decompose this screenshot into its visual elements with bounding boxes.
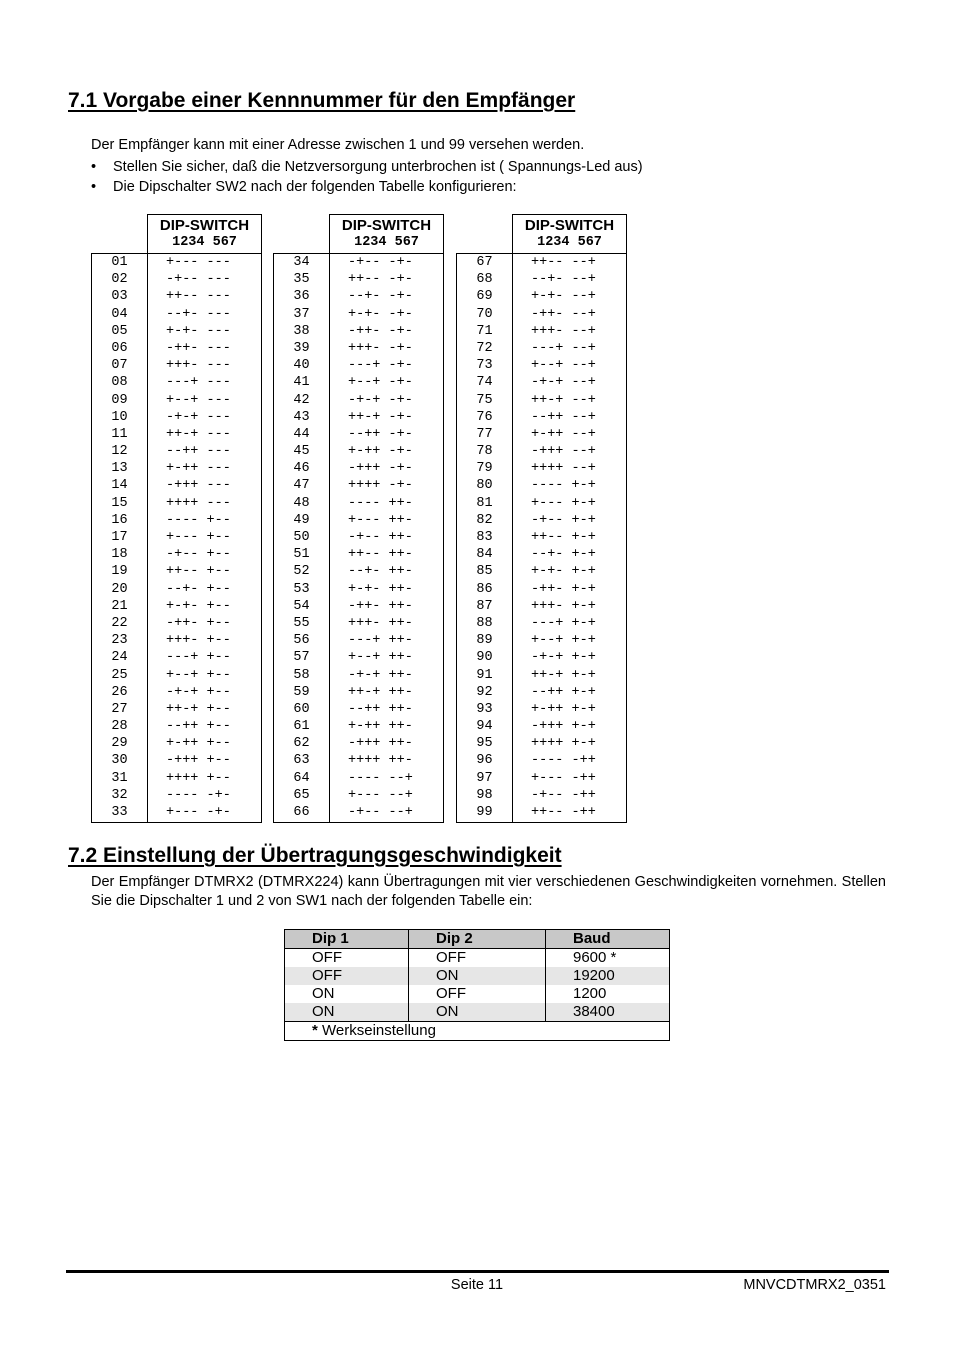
switch-setting-cell: ---- --+ — [348, 770, 413, 786]
table-cell: ON — [285, 985, 409, 1003]
address-cell: 98 — [476, 787, 493, 803]
switch-setting-cell: -+-- -+- — [348, 255, 413, 270]
switch-setting-cell: -+++ +-- — [166, 753, 231, 769]
address-column — [91, 253, 147, 823]
switch-setting-cell: ---+ --+ — [531, 340, 596, 356]
table-cell: 38400 — [546, 1003, 670, 1022]
address-cell: 72 — [476, 340, 493, 356]
switch-setting-cell: +--+ -+- — [348, 375, 413, 391]
switch-setting-cell: ---- -++ — [531, 753, 596, 769]
address-cell: 02 — [111, 272, 128, 288]
address-cell: 21 — [111, 598, 128, 614]
switch-setting-cell: ++-- ++- — [348, 547, 413, 563]
address-cell: 96 — [476, 753, 493, 769]
switch-setting-cell: +--- ++- — [348, 512, 413, 528]
switch-setting-cell: +-+- -+- — [348, 306, 413, 322]
switch-setting-cell: -+++ --- — [166, 478, 231, 494]
switch-setting-cell: ++-- +-- — [166, 564, 231, 580]
baud-description: Der Empfänger DTMRX2 (DTMRX224) kann Übertragungen mit vier verschiedenen Geschwindigkeiten vornehmen. Stellen Sie die Dipschalter 1 und 2 von SW1 nach der folgenden Tabelle ein: — [91, 874, 886, 909]
switch-setting-cell: -+-- --- — [166, 272, 231, 288]
switch-setting-cell: -+-- ++- — [348, 530, 413, 545]
switch-setting-cell: ---+ ++- — [348, 633, 413, 649]
switch-setting-cell: +++- --- — [166, 358, 231, 374]
switch-setting-cell: +-++ -+- — [348, 444, 413, 460]
address-cell: 16 — [111, 512, 128, 528]
table-row — [285, 1003, 670, 1022]
switch-setting-cell: ++-- -+- — [348, 272, 413, 288]
switch-setting-cell: +--+ ++- — [348, 650, 413, 666]
switch-setting-cell: +-++ +-- — [166, 736, 231, 752]
table-cell: OFF — [285, 967, 409, 985]
address-cell: 73 — [476, 358, 493, 374]
switch-setting-cell: -+++ +-+ — [531, 719, 596, 735]
address-cell: 67 — [476, 255, 493, 270]
table-cell: ON — [409, 1003, 546, 1022]
switch-setting-cell: ++-- --+ — [531, 255, 596, 270]
document-id: MNVCDTMRX2_0351 — [743, 1277, 886, 1293]
address-cell: 79 — [476, 461, 493, 477]
address-cell: 41 — [293, 375, 310, 391]
table-row — [285, 949, 670, 968]
address-cell: 44 — [293, 426, 310, 442]
switch-setting-cell: ---+ +-+ — [531, 615, 596, 631]
switch-setting-cell: +-++ ++- — [348, 719, 413, 735]
address-cell: 52 — [293, 564, 310, 580]
section-heading-7-2: 7.2 Einstellung der Übertragungsgeschwindigkeit — [68, 844, 562, 867]
table-cell: ON — [285, 1003, 409, 1022]
address-cell: 92 — [476, 684, 493, 700]
bullet-list — [91, 157, 643, 197]
switch-setting-cell: ++-+ +-+ — [531, 667, 596, 683]
switch-setting-cell: ---- +-- — [166, 512, 231, 528]
switch-setting-cell: -+++ ++- — [348, 736, 413, 752]
address-cell: 49 — [293, 512, 310, 528]
switch-setting-cell: --+- +-+ — [531, 547, 596, 563]
address-column — [456, 253, 512, 823]
switch-setting-column — [512, 253, 627, 823]
switch-setting-cell: ---- -+- — [166, 787, 231, 803]
switch-setting-cell: +--- --+ — [348, 787, 413, 803]
table-cell: OFF — [409, 985, 546, 1003]
address-cell: 78 — [476, 444, 493, 460]
footnote-text: Werkseinstellung — [317, 1022, 436, 1039]
address-cell: 74 — [476, 375, 493, 391]
address-cell: 46 — [293, 461, 310, 477]
switch-setting-cell: ---- +-+ — [531, 478, 596, 494]
dip-table-header — [512, 214, 627, 253]
address-cell: 10 — [111, 409, 128, 425]
switch-setting-cell: ++-+ -+- — [348, 409, 413, 425]
address-cell: 32 — [111, 787, 128, 803]
switch-setting-cell: +-+- +-- — [166, 598, 231, 614]
dip-header-title: DIP-SWITCH — [524, 217, 615, 234]
address-cell: 40 — [293, 358, 310, 374]
switch-setting-cell: --+- ++- — [348, 564, 413, 580]
address-cell: 13 — [111, 461, 128, 477]
address-cell: 47 — [293, 478, 310, 494]
address-cell: 20 — [111, 581, 128, 597]
address-cell: 57 — [293, 650, 310, 666]
table-cell: OFF — [285, 949, 409, 968]
switch-setting-cell: -+-- --+ — [348, 805, 413, 820]
dip-header-switch-numbers: 1234 567 — [354, 235, 419, 250]
address-cell: 85 — [476, 564, 493, 580]
intro-text: Der Empfänger kann mit einer Adresse zwischen 1 und 99 versehen werden. — [91, 137, 585, 153]
address-cell: 76 — [476, 409, 493, 425]
address-cell: 58 — [293, 667, 310, 683]
switch-setting-cell: -+-- +-- — [166, 547, 231, 563]
switch-setting-cell: ---+ --- — [166, 375, 231, 391]
address-cell: 94 — [476, 719, 493, 735]
switch-setting-cell: ++-+ ++- — [348, 684, 413, 700]
column-header: Dip 1 — [285, 930, 409, 949]
switch-setting-cell: -++- --- — [166, 340, 231, 356]
address-cell: 22 — [111, 615, 128, 631]
address-cell: 34 — [293, 255, 310, 270]
switch-setting-cell: ++-- -++ — [531, 805, 596, 820]
address-cell: 59 — [293, 684, 310, 700]
switch-setting-cell: --++ -+- — [348, 426, 413, 442]
address-cell: 60 — [293, 701, 310, 717]
switch-setting-cell: --+- --- — [166, 306, 231, 322]
switch-setting-cell: --++ --+ — [531, 409, 596, 425]
address-cell: 93 — [476, 701, 493, 717]
address-cell: 14 — [111, 478, 128, 494]
address-cell: 25 — [111, 667, 128, 683]
address-cell: 95 — [476, 736, 493, 752]
address-cell: 97 — [476, 770, 493, 786]
address-cell: 42 — [293, 392, 310, 408]
address-cell: 26 — [111, 684, 128, 700]
address-cell: 83 — [476, 530, 493, 545]
address-cell: 07 — [111, 358, 128, 374]
switch-setting-cell: --++ +-+ — [531, 684, 596, 700]
address-cell: 03 — [111, 289, 128, 305]
switch-setting-cell: --+- -+- — [348, 289, 413, 305]
page-number: Seite 11 — [450, 1277, 504, 1293]
switch-setting-cell: ---+ +-- — [166, 650, 231, 666]
switch-setting-cell: --++ +-- — [166, 719, 231, 735]
address-cell: 75 — [476, 392, 493, 408]
address-cell: 87 — [476, 598, 493, 614]
footer-rule — [66, 1270, 889, 1273]
address-cell: 31 — [111, 770, 128, 786]
switch-setting-cell: +--- +-- — [166, 530, 231, 545]
switch-setting-cell: --++ --- — [166, 444, 231, 460]
address-cell: 90 — [476, 650, 493, 666]
switch-setting-cell: ++++ ++- — [348, 753, 413, 769]
switch-setting-cell: +-+- +-+ — [531, 564, 596, 580]
section-heading-7-1: 7.1 Vorgabe einer Kennnummer für den Empfänger — [68, 89, 576, 112]
dip-header-switch-numbers: 1234 567 — [172, 235, 237, 250]
switch-setting-cell: +++- +-- — [166, 633, 231, 649]
switch-setting-cell: -+-+ -+- — [348, 392, 413, 408]
address-cell: 35 — [293, 272, 310, 288]
switch-setting-cell: ++++ +-+ — [531, 736, 596, 752]
address-cell: 63 — [293, 753, 310, 769]
address-cell: 19 — [111, 564, 128, 580]
switch-setting-cell: -+++ -+- — [348, 461, 413, 477]
address-cell: 45 — [293, 444, 310, 460]
address-cell: 53 — [293, 581, 310, 597]
dip-header-title: DIP-SWITCH — [341, 217, 432, 234]
switch-setting-cell: -+-- +-+ — [531, 512, 596, 528]
switch-setting-cell: -+-+ --- — [166, 409, 231, 425]
switch-setting-cell: +++- ++- — [348, 615, 413, 631]
switch-setting-cell: -+++ --+ — [531, 444, 596, 460]
switch-setting-cell: ---- ++- — [348, 495, 413, 511]
address-cell: 84 — [476, 547, 493, 563]
address-cell: 08 — [111, 375, 128, 391]
switch-setting-cell: +--+ --+ — [531, 358, 596, 374]
switch-setting-cell: -+-+ +-+ — [531, 650, 596, 666]
address-cell: 01 — [111, 255, 128, 270]
switch-setting-cell: +-++ --- — [166, 461, 231, 477]
switch-setting-cell: -++- +-- — [166, 615, 231, 631]
address-cell: 27 — [111, 701, 128, 717]
switch-setting-cell: -+-- -++ — [531, 787, 596, 803]
address-cell: 43 — [293, 409, 310, 425]
switch-setting-cell: ++-- --- — [166, 289, 231, 305]
address-cell: 38 — [293, 323, 310, 339]
switch-setting-cell: -++- +-+ — [531, 581, 596, 597]
switch-setting-column — [329, 253, 444, 823]
switch-setting-column — [147, 253, 262, 823]
switch-setting-cell: ++-+ +-- — [166, 701, 231, 717]
address-cell: 82 — [476, 512, 493, 528]
switch-setting-cell: -+-+ --+ — [531, 375, 596, 391]
address-cell: 39 — [293, 340, 310, 356]
switch-setting-cell: +--- --- — [166, 255, 231, 270]
address-cell: 71 — [476, 323, 493, 339]
baud-rate-table — [284, 929, 670, 1041]
switch-setting-cell: +--- -+- — [166, 805, 231, 820]
switch-setting-cell: ---+ -+- — [348, 358, 413, 374]
switch-setting-cell: -+-+ +-- — [166, 684, 231, 700]
table-row — [285, 967, 670, 985]
column-header: Baud — [546, 930, 670, 949]
table-cell: ON — [409, 967, 546, 985]
address-cell: 28 — [111, 719, 128, 735]
switch-setting-cell: ++-- +-+ — [531, 530, 596, 545]
address-cell: 36 — [293, 289, 310, 305]
address-cell: 86 — [476, 581, 493, 597]
switch-setting-cell: ++++ -+- — [348, 478, 413, 494]
address-cell: 18 — [111, 547, 128, 563]
switch-setting-cell: +++- -+- — [348, 340, 413, 356]
switch-setting-cell: +++- +-+ — [531, 598, 596, 614]
column-header: Dip 2 — [409, 930, 546, 949]
address-cell: 23 — [111, 633, 128, 649]
address-cell: 51 — [293, 547, 310, 563]
address-cell: 37 — [293, 306, 310, 322]
address-cell: 64 — [293, 770, 310, 786]
dip-table-header — [147, 214, 262, 253]
address-cell: 29 — [111, 736, 128, 752]
switch-setting-cell: -+-+ ++- — [348, 667, 413, 683]
table-cell: 19200 — [546, 967, 670, 985]
bullet-item: • Stellen Sie sicher, daß die Netzversorgung unterbrochen ist ( Spannungs-Led aus) — [91, 157, 643, 177]
switch-setting-cell: ++++ --+ — [531, 461, 596, 477]
switch-setting-cell: +--- +-+ — [531, 495, 596, 511]
switch-setting-cell: ++-+ --- — [166, 426, 231, 442]
address-cell: 17 — [111, 530, 128, 545]
address-cell: 33 — [111, 805, 128, 820]
address-cell: 24 — [111, 650, 128, 666]
address-cell: 91 — [476, 667, 493, 683]
switch-setting-cell: -++- -+- — [348, 323, 413, 339]
address-cell: 88 — [476, 615, 493, 631]
table-cell: 9600 * — [546, 949, 670, 968]
address-cell: 55 — [293, 615, 310, 631]
switch-setting-cell: --+- +-- — [166, 581, 231, 597]
address-cell: 65 — [293, 787, 310, 803]
address-cell: 54 — [293, 598, 310, 614]
table-cell: 1200 — [546, 985, 670, 1003]
address-cell: 50 — [293, 530, 310, 545]
address-column — [273, 253, 329, 823]
switch-setting-cell: --++ ++- — [348, 701, 413, 717]
address-cell: 05 — [111, 323, 128, 339]
address-cell: 48 — [293, 495, 310, 511]
footnote-mark: * — [312, 1022, 318, 1039]
address-cell: 70 — [476, 306, 493, 322]
address-cell: 80 — [476, 478, 493, 494]
switch-setting-cell: ++++ +-- — [166, 770, 231, 786]
switch-setting-cell: -++- --+ — [531, 306, 596, 322]
address-cell: 09 — [111, 392, 128, 408]
address-cell: 89 — [476, 633, 493, 649]
table-row — [285, 985, 670, 1003]
address-cell: 11 — [111, 426, 128, 442]
switch-setting-cell: ++-+ --+ — [531, 392, 596, 408]
address-cell: 66 — [293, 805, 310, 820]
address-cell: 68 — [476, 272, 493, 288]
address-cell: 15 — [111, 495, 128, 511]
switch-setting-cell: +--- -++ — [531, 770, 596, 786]
switch-setting-cell: +-+- --+ — [531, 289, 596, 305]
switch-setting-cell: +-++ --+ — [531, 426, 596, 442]
address-cell: 04 — [111, 306, 128, 322]
dip-header-title: DIP-SWITCH — [159, 217, 250, 234]
dip-header-switch-numbers: 1234 567 — [537, 235, 602, 250]
switch-setting-cell: +-+- --- — [166, 323, 231, 339]
switch-setting-cell: +++- --+ — [531, 323, 596, 339]
address-cell: 81 — [476, 495, 493, 511]
switch-setting-cell: +--+ +-- — [166, 667, 231, 683]
table-cell: OFF — [409, 949, 546, 968]
address-cell: 77 — [476, 426, 493, 442]
address-cell: 99 — [476, 805, 493, 820]
switch-setting-cell: ++++ --- — [166, 495, 231, 511]
switch-setting-cell: --+- --+ — [531, 272, 596, 288]
switch-setting-cell: +-+- ++- — [348, 581, 413, 597]
switch-setting-cell: -++- ++- — [348, 598, 413, 614]
address-cell: 61 — [293, 719, 310, 735]
switch-setting-cell: +--+ --- — [166, 392, 231, 408]
dip-table-header — [329, 214, 444, 253]
address-cell: 62 — [293, 736, 310, 752]
switch-setting-cell: +-++ +-+ — [531, 701, 596, 717]
table-footnote — [285, 1022, 670, 1041]
address-cell: 69 — [476, 289, 493, 305]
bullet-item: • Die Dipschalter SW2 nach der folgenden Tabelle konfigurieren: — [91, 177, 643, 197]
address-cell: 56 — [293, 633, 310, 649]
address-cell: 12 — [111, 444, 128, 460]
address-cell: 30 — [111, 753, 128, 769]
switch-setting-cell: +--+ +-+ — [531, 633, 596, 649]
address-cell: 06 — [111, 340, 128, 356]
